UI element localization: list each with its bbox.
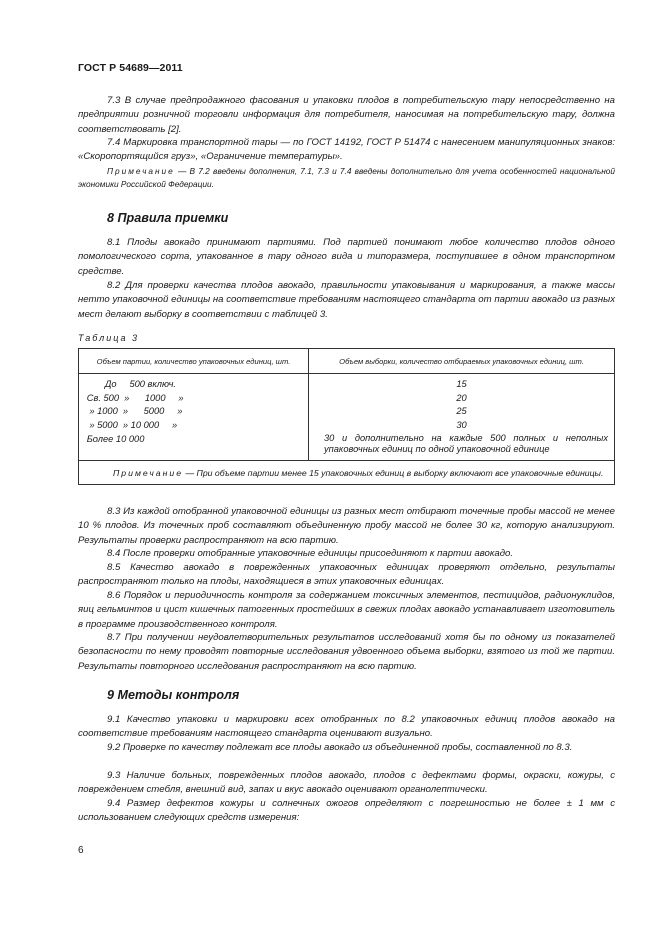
table-caption: Таблица 3: [78, 333, 140, 343]
section-8-title: 8 Правила приемки: [107, 211, 229, 225]
note-label: Примечание: [107, 166, 175, 176]
table-note: [79, 460, 615, 484]
standard-header: ГОСТ Р 54689—2011: [78, 62, 183, 74]
table-header-col2: Объем выборки, количество отбираемых упаковочных единиц, шт.: [309, 349, 615, 374]
sampling-table: [78, 348, 615, 485]
table-cell: 30 и дополнительно на каждые 500 полных и неполных упаковочных единиц по одной упаковочной единице: [324, 432, 608, 455]
page-number: 6: [78, 845, 84, 856]
table-cell: Св. 500 » 1000 »: [79, 392, 184, 403]
paragraph-8-7: 8.7 При получении неудовлетворительных результатов исследований хотя бы по одному из показателей безопасности по нему проводят повторные исследования удвоенного объема выборки, взятого из той же партии. Результаты повторного исследования распространяют на всю партию.: [78, 632, 615, 672]
note-text: — В 7.2 введены дополнения, 7.1, 7.3 и 7.4 введены дополнительно для учета особенностей национальной экономики Российской Федерации.: [78, 166, 615, 189]
section-9-title: 9 Методы контроля: [107, 688, 240, 702]
paragraph-9-3: 9.3 Наличие больных, поврежденных плодов авокадо, плодов с дефектами формы, окраски, кожуры, с повреждением стебля, внешний вид, запах и вкус авокадо оценивают органолептически.: [78, 770, 615, 796]
paragraph-9-4: 9.4 Размер дефектов кожуры и солнечных ожогов определяют с погрешностью не более ± 1 мм с использованием следующих средств измерения:: [78, 798, 615, 824]
table-note-text: — При объеме партии менее 15 упаковочных единиц в выборку включают все упаковочные единицы.: [183, 467, 604, 478]
paragraph-7-3: 7.3 В случае предпродажного фасования и упаковки плодов в потребительскую тару непосредственно на предприятии розничной торговли информация для потребителя, наносимая на потребительскую тару, должна соответствовать [2].: [78, 95, 615, 135]
table-cell: » 1000 » 5000 »: [79, 406, 183, 417]
paragraph-9-2: 9.2 Проверке по качеству подлежат все плоды авокадо из объединенной пробы, составленной по 8.3.: [107, 742, 573, 753]
note-7: [78, 165, 615, 191]
paragraph-9-1: 9.1 Качество упаковки и маркировки всех отобранных по 8.2 упаковочных единиц плодов авокадо на соответствие требованиям настоящего стандарта оценивают визуально.: [78, 714, 615, 740]
table-col2-values: [309, 374, 615, 461]
table-col1-values: [79, 374, 309, 461]
paragraph-8-5: 8.5 Качество авокадо в поврежденных упаковочных единицах проверяют отдельно, результаты распространяют только на плоды, находящиеся в этих упаковочных единицах.: [78, 562, 615, 588]
table-header-col1: Объем партии, количество упаковочных единиц, шт.: [79, 349, 309, 374]
table-note-label: Примечание: [113, 467, 184, 478]
paragraph-8-6: 8.6 Порядок и периодичность контроля за содержанием токсичных элементов, пестицидов, радионуклидов, яиц гельминтов и цист кишечных патогенных простейших в свежих плодах авокадо устанавливает изготовитель в программе производственного контроля.: [78, 590, 615, 630]
table-cell: 20: [456, 392, 467, 403]
table-cell: До 500 включ.: [79, 379, 177, 389]
table-cell: » 5000 » 10 000 »: [79, 420, 178, 431]
table-cell: 15: [456, 379, 467, 389]
paragraph-7-4: 7.4 Маркировка транспортной тары — по ГОСТ 14192, ГОСТ Р 51474 с нанесением манипуляционных знаков: «Скоропортящийся груз», «Ограничение температуры».: [78, 137, 615, 163]
paragraph-8-3: 8.3 Из каждой отобранной упаковочной единицы из разных мест отбирают точечные пробы массой не менее 10 % плодов. Из точечных проб составляют объединенную пробу массой не более 30 кг, которую анализируют. Результаты проверки распространяют на всю партию.: [78, 506, 615, 546]
table-cell: 25: [456, 406, 467, 417]
table-cell: 30: [456, 420, 467, 431]
paragraph-8-2: 8.2 Для проверки качества плодов авокадо, правильности упаковывания и маркирования, а также массы нетто упаковочной единицы на соответствие требованиям настоящего стандарта от партии авокадо из разных мест делают выборку в соответствии с таблицей 3.: [78, 280, 615, 320]
paragraph-8-1: 8.1 Плоды авокадо принимают партиями. Под партией понимают любое количество плодов одного помологического сорта, упакованное в тару одного вида и типоразмера, поступившее в одном транспортном средстве.: [78, 237, 615, 277]
paragraph-8-4: 8.4 После проверки отобранные упаковочные единицы присоединяют к партии авокадо.: [107, 548, 514, 559]
table-cell: Более 10 000: [79, 433, 145, 444]
